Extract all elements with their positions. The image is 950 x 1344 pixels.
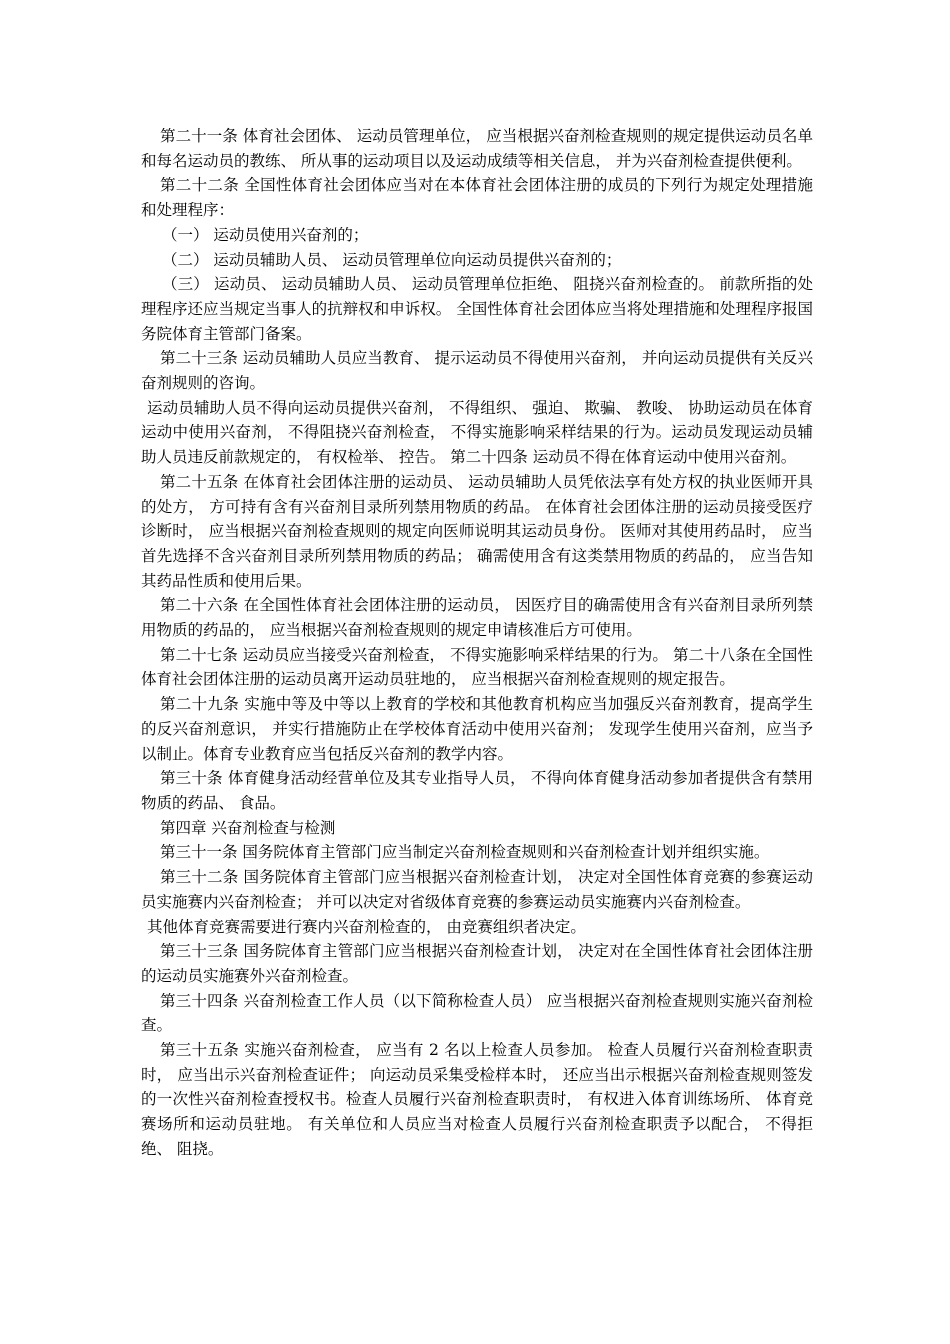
paragraph-article-27: 第二十七条 运动员应当接受兴奋剂检查， 不得实施影响采样结果的行为。 第二十八条在全国性体育社会团体注册的运动员离开运动员驻地的， 应当根据兴奋剂检查规则的规定报告。 <box>141 645 813 689</box>
paragraph-article-35: 第三十五条 实施兴奋剂检查， 应当有 2 名以上检查人员参加。 检查人员履行兴奋剂检查职责时， 应当出示兴奋剂检查证件； 向运动员采集受检样本时， 还应当出示根据兴奋剂检查规则签发的一次性兴奋剂检查授权书。检查人员履行兴奋剂检查职责时， 有权进入体育训练场所、 体育竞赛场所和运动员驻地。 有关单位和人员应当对检查人员履行兴奋剂检查职责予以配合， 不得拒绝、 阻挠。 <box>141 1041 813 1158</box>
paragraph-article-32: 第三十二条 国务院体育主管部门应当根据兴奋剂检查计划， 决定对全国性体育竞赛的参赛运动员实施赛内兴奋剂检查； 并可以决定对省级体育竞赛的参赛运动员实施赛内兴奋剂检查。 <box>141 868 813 911</box>
paragraph-article-32-cont: 其他体育竞赛需要进行赛内兴奋剂检查的， 由竞赛组织者决定。 <box>147 917 586 936</box>
paragraph-article-26: 第二十六条 在全国性体育社会团体注册的运动员， 因医疗目的确需使用含有兴奋剂目录所列禁用物质的药品的， 应当根据兴奋剂检查规则的规定申请核准后方可使用。 <box>141 596 813 640</box>
paragraph-article-23-cont: 运动员辅助人员不得向运动员提供兴奋剂， 不得组织、 强迫、 欺骗、 教唆、 协助运动员在体育运动中使用兴奋剂， 不得阻挠兴奋剂检查， 不得实施影响采样结果的行为。运动员发现运动员辅助人员违反前款规定的， 有权检举、 控告。 第二十四条 运动员不得在体育运动中使用兴奋剂。 <box>141 398 813 467</box>
paragraph-item-1: （一） 运动员使用兴奋剂的； <box>162 225 369 244</box>
paragraph-article-34: 第三十四条 兴奋剂检查工作人员（以下简称检查人员） 应当根据兴奋剂检查规则实施兴奋剂检查。 <box>141 991 813 1035</box>
paragraph-item-2: （二） 运动员辅助人员、 运动员管理单位向运动员提供兴奋剂的； <box>162 250 622 269</box>
paragraph-article-29: 第二十九条 实施中等及中等以上教育的学校和其他教育机构应当加强反兴奋剂教育，提高学生的反兴奋剂意识， 并实行措施防止在学校体育活动中使用兴奋剂； 发现学生使用兴奋剂，应当予以制止。体育专业教育应当包括反兴奋剂的教学内容。 <box>141 695 813 763</box>
paragraph-article-21: 第二十一条 体育社会团体、 运动员管理单位， 应当根据兴奋剂检查规则的规定提供运动员名单和每名运动员的教练、 所从事的运动项目以及运动成绩等相关信息， 并为兴奋剂检查提供便利。 <box>141 127 813 170</box>
paragraph-item-3: （三） 运动员、 运动员辅助人员、 运动员管理单位拒绝、 阻挠兴奋剂检查的。 前款所指的处理程序还应当规定当事人的抗辩权和申诉权。 全国性体育社会团体应当将处理措施和处理程序报国务院体育主管部门备案。 <box>141 275 813 343</box>
paragraph-article-31: 第三十一条 国务院体育主管部门应当制定兴奋剂检查规则和兴奋剂检查计划并组织实施。 <box>160 843 770 862</box>
paragraph-article-22: 第二十二条 全国性体育社会团体应当对在本体育社会团体注册的成员的下列行为规定处理措施和处理程序： <box>141 176 813 220</box>
paragraph-article-23: 第二十三条 运动员辅助人员应当教育、 提示运动员不得使用兴奋剂， 并向运动员提供有关反兴奋剂规则的咨询。 <box>141 349 813 393</box>
chapter-heading-4: 第四章 兴奋剂检查与检测 <box>160 818 336 837</box>
paragraph-article-33: 第三十三条 国务院体育主管部门应当根据兴奋剂检查计划， 决定对在全国性体育社会团体注册的运动员实施赛外兴奋剂检查。 <box>141 942 813 985</box>
document-body <box>141 124 813 1162</box>
paragraph-article-25: 第二十五条 在体育社会团体注册的运动员、 运动员辅助人员凭依法享有处方权的执业医师开具的处方， 方可持有含有兴奋剂目录所列禁用物质的药品。 在体育社会团体注册的运动员接受医疗诊断时， 应当根据兴奋剂检查规则的规定向医师说明其运动员身份。 医师对其使用药品时， 应当首先选择不含兴奋剂目录所列禁用物质的药品； 确需使用含有这类禁用物质的药品的， 应当告知其药品性质和使用后果。 <box>141 472 813 590</box>
paragraph-article-30: 第三十条 体育健身活动经营单位及其专业指导人员， 不得向体育健身活动参加者提供含有禁用物质的药品、 食品。 <box>141 769 813 812</box>
